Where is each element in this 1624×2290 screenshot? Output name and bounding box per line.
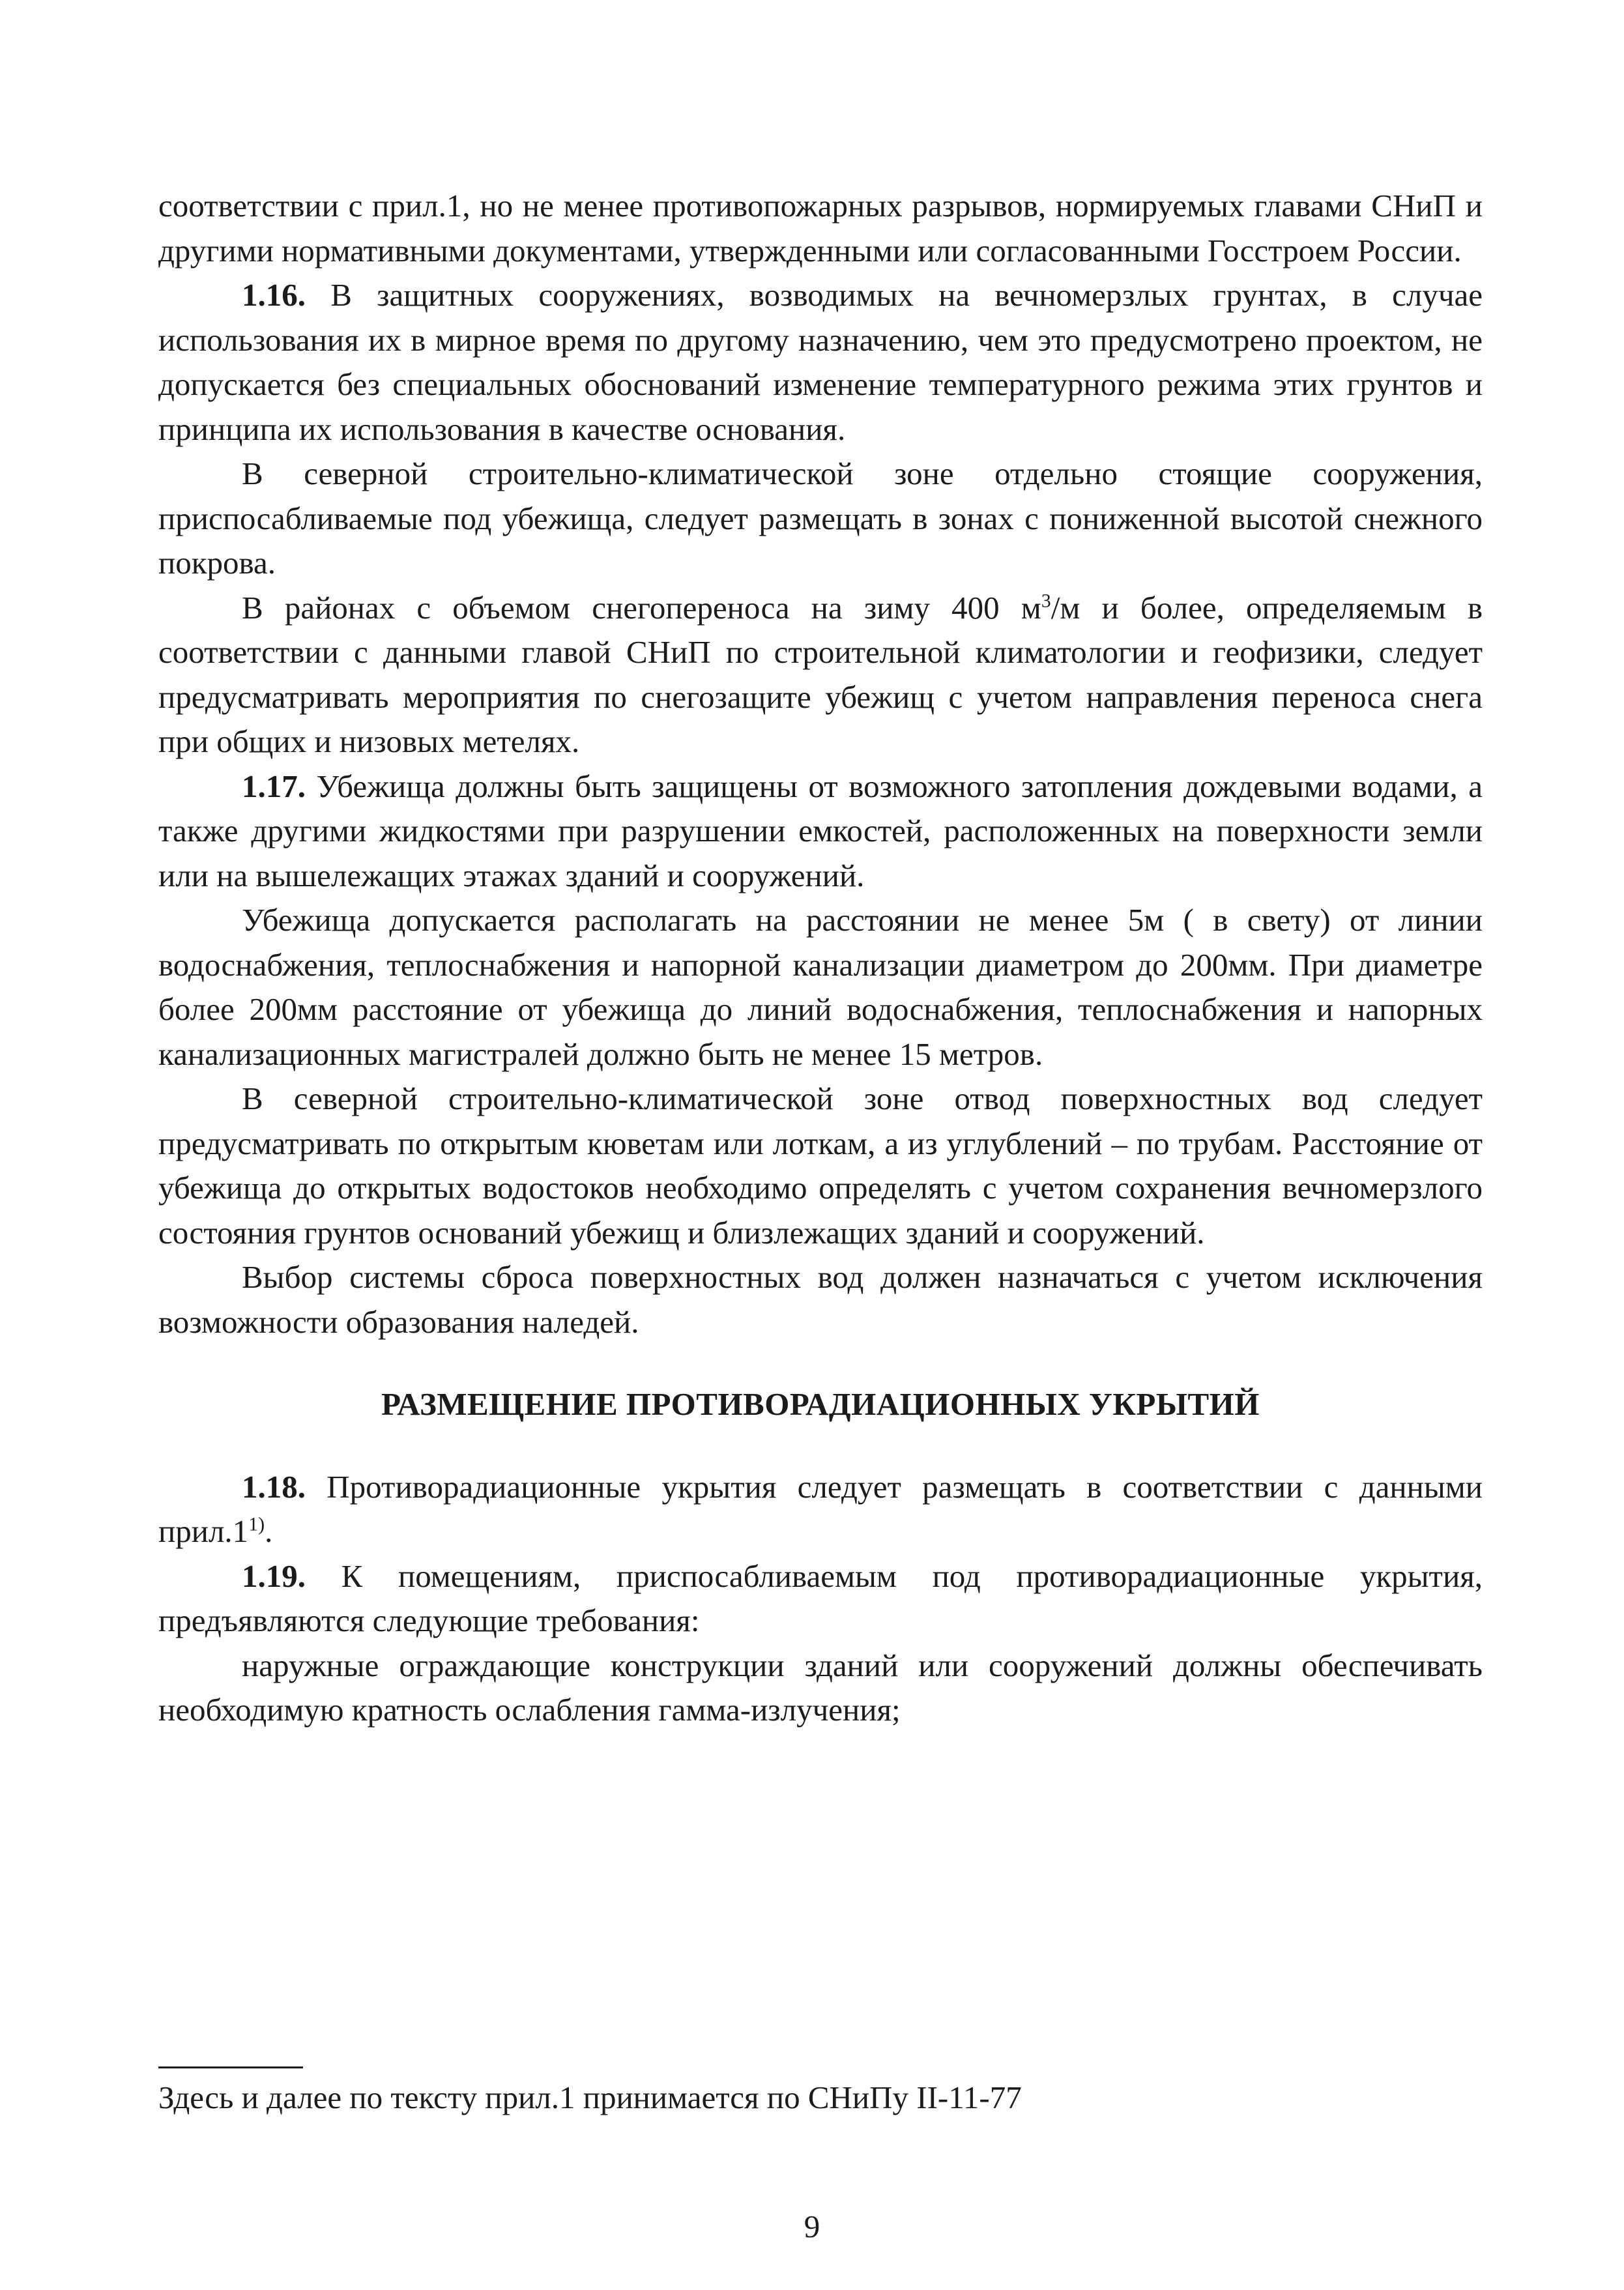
footnote-marker: 1) xyxy=(248,1513,265,1535)
paragraph-distance: Убежища допускается располагать на расстоянии не менее 5м ( в свету) от линии водоснабжения, теплоснабжения и напорной канализации диаметром до 200мм. При диаметре более 200мм расстояние от убежища до линий водоснабжения, теплоснабжения и напорных канализационных магистралей должно быть не менее 15 метров. xyxy=(158,902,1483,1072)
clause-number: 1.19. xyxy=(242,1558,306,1594)
paragraph-snow-transport xyxy=(158,586,1483,764)
paragraph-requirement: наружные ограждающие конструкции зданий или сооружений должны обеспечивать необходимую кратность ослабления гамма-излучения; xyxy=(158,1647,1483,1728)
footnote-divider xyxy=(158,2066,303,2068)
paragraph-text: Противорадиационные укрытия следует размещать в соответствии с данными прил.1 xyxy=(158,1468,1483,1549)
clause-number: 1.16. xyxy=(242,277,306,313)
paragraph-icing: Выбор системы сброса поверхностных вод должен назначаться с учетом исключения возможности образования наледей. xyxy=(158,1259,1483,1340)
clause-number: 1.18. xyxy=(242,1468,306,1505)
paragraph-drainage: В северной строительно-климатической зоне отвод поверхностных вод следует предусматривать по открытым кюветам или лоткам, а из углублений – по трубам. Расстояние от убежища до открытых водостоков необходимо определять с учетом сохранения вечномерзлого состояния грунтов оснований убежищ и близлежащих зданий и сооружений. xyxy=(158,1080,1483,1251)
superscript: 3 xyxy=(1041,590,1051,612)
footnote: Здесь и далее по тексту прил.1 принимается по СНиПу II-11-77 xyxy=(158,2080,1022,2115)
spacer xyxy=(158,1344,1483,1382)
paragraph-end: . xyxy=(265,1513,273,1549)
paragraph-text-before: В районах с объемом снегопереноса на зиму 400 м xyxy=(242,589,1041,626)
paragraph-text-after: /м и более, определяемым в соответствии с данными главой СНиП по строительной климатологии и геофизики, следует предусматривать мероприятия по снегозащите убежищ с учетом направления переноса снега при общих и низовых метелях. xyxy=(158,589,1483,759)
paragraph-1-16 xyxy=(158,273,1483,452)
page-number: 9 xyxy=(804,2209,820,2244)
spacer xyxy=(158,1427,1483,1465)
paragraph-text: К помещениям, приспосабливаемым под противорадиационные укрытия, предъявляются следующие требования: xyxy=(158,1558,1483,1638)
paragraph-text: Убежища должны быть защищены от возможного затопления дождевыми водами, а также другими жидкостями при разрушении емкостей, расположенных на поверхности земли или на вышележащих этажах зданий и сооружений. xyxy=(158,768,1483,893)
paragraph-text: В защитных сооружениях, возводимых на вечномерзлых грунтах, в случае использования их в мирное время по другому назначению, чем это предусмотрено проектом, не допускается без специальных обоснований изменение температурного режима этих грунтов и принципа их использования в качестве основания. xyxy=(158,277,1483,447)
section-heading: РАЗМЕЩЕНИЕ ПРОТИВОРАДИАЦИОННЫХ УКРЫТИЙ xyxy=(381,1386,1260,1422)
paragraph-1-18 xyxy=(158,1465,1483,1554)
paragraph-1-17 xyxy=(158,764,1483,899)
document-body xyxy=(158,184,1483,1733)
paragraph-continuation: соответствии с прил.1, но не менее противопожарных разрывов, нормируемых главами СНиП и другими нормативными документами, утвержденными или согласованными Госстроем России. xyxy=(158,188,1483,268)
paragraph-northern-zone: В северной строительно-климатической зоне отдельно стоящие сооружения, приспосабливаемые под убежища, следует размещать в зонах с пониженной высотой снежного покрова. xyxy=(158,456,1483,581)
paragraph-1-19 xyxy=(158,1554,1483,1644)
clause-number: 1.17. xyxy=(242,768,306,804)
